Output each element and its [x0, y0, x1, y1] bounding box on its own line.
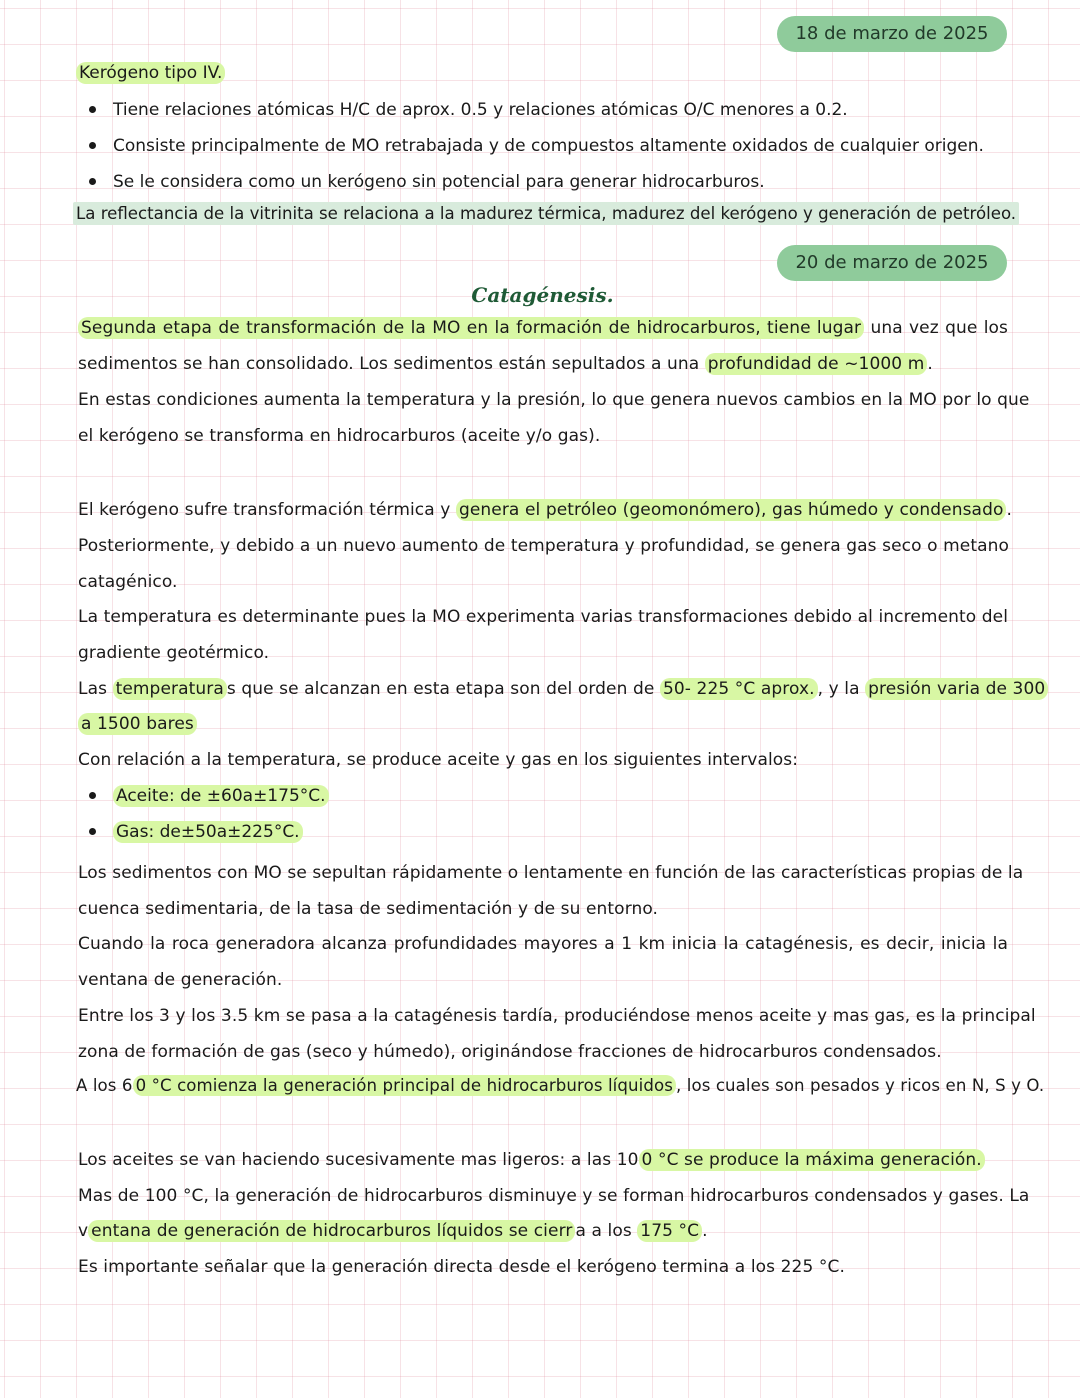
interval-item: [113, 820, 303, 844]
text-fragment: .: [702, 1221, 708, 1241]
interval-item: [113, 784, 329, 808]
highlight: 50- 225 °C aprox.: [660, 678, 818, 700]
highlight: 0 °C se produce la máxima generación.: [639, 1149, 985, 1171]
heading-highlight: Kerógeno tipo IV.: [76, 62, 225, 84]
highlight: Gas: de±50a±225°C.: [113, 821, 303, 843]
text-line: [78, 677, 1046, 701]
text-fragment: Los aceites se van haciendo sucesivamente mas ligeros: a las 10: [78, 1150, 639, 1170]
text-line: Cuando la roca generadora alcanza profundidades mayores a 1 km inicia la catagénesis, es decir, inicia la: [78, 934, 1008, 954]
bullet-item: Tiene relaciones atómicas H/C de aprox. 0.5 y relaciones atómicas O/C menores a 0.2.: [113, 100, 848, 120]
text-line: Con relación a la temperatura, se produce aceite y gas en los siguientes intervalos:: [78, 750, 799, 770]
text-fragment: s que se alcanzan en esta etapa son del orden de: [226, 679, 660, 699]
text-line: [78, 316, 1008, 340]
text-fragment: , y la: [817, 679, 866, 699]
text-fragment: .: [927, 354, 933, 374]
highlight: presión varia de 300: [865, 678, 1048, 700]
highlight: profundidad de ~1000 m: [705, 353, 928, 375]
text-fragment: a a los: [575, 1221, 638, 1241]
text-fragment: A los 6: [76, 1076, 133, 1095]
text-line: cuenca sedimentaria, de la tasa de sedimentación y de su entorno.: [78, 899, 659, 919]
bullet-item: Consiste principalmente de MO retrabajada y de compuestos altamente oxidados de cualquier origen.: [113, 136, 984, 156]
text-line: Mas de 100 °C, la generación de hidrocarburos disminuye y se forman hidrocarburos condensados y gases. La: [78, 1186, 1030, 1206]
text-line: [78, 498, 1012, 522]
section-title: Catagénesis.: [471, 283, 614, 307]
text-line: ventana de generación.: [78, 970, 283, 990]
highlight: entana de generación de hidrocarburos líquidos se cierr: [88, 1220, 575, 1242]
text-fragment: , los cuales son pesados y ricos en N, S y O.: [675, 1076, 1045, 1095]
text-line: el kerógeno se transforma en hidrocarburos (aceite y/o gas).: [78, 426, 601, 446]
highlight: Segunda etapa de transformación de la MO en la formación de hidrocarburos, tiene lugar: [78, 317, 864, 339]
text-line: En estas condiciones aumenta la temperatura y la presión, lo que genera nuevos cambios en la MO por lo que: [78, 390, 1030, 410]
bullet-icon: [89, 106, 96, 113]
kerogen-type-heading: [76, 61, 225, 85]
text-line: [78, 1219, 1008, 1243]
text-line: [76, 1074, 1045, 1098]
note-highlight: La reflectancia de la vitrinita se relaciona a la madurez térmica, madurez del kerógeno y generación de petróleo.: [73, 202, 1019, 225]
bullet-icon: [89, 828, 96, 835]
text-line: [78, 352, 1008, 376]
highlight: temperatura: [113, 678, 227, 700]
text-line: catagénico.: [78, 572, 178, 592]
text-fragment: sedimentos se han consolidado. Los sedimentos están sepultados a una: [78, 354, 705, 374]
highlight: a 1500 bares: [78, 713, 197, 735]
text-line: Posteriormente, y debido a un nuevo aumento de temperatura y profundidad, se genera gas seco o metano: [78, 536, 1009, 556]
text-line: Es importante señalar que la generación directa desde el kerógeno termina a los 225 °C.: [78, 1257, 845, 1277]
text-line: La temperatura es determinante pues la MO experimenta varias transformaciones debido al incremento del: [78, 607, 1009, 627]
text-line: [78, 712, 1008, 736]
text-line: gradiente geotérmico.: [78, 643, 270, 663]
text-line: zona de formación de gas (seco y húmedo), originándose fracciones de hidrocarburos condensados.: [78, 1042, 942, 1062]
vitrinite-note: [73, 202, 1019, 226]
bullet-icon: [89, 142, 96, 149]
text-fragment: Las: [78, 679, 113, 699]
highlight: 175 °C: [637, 1220, 702, 1242]
bullet-item: Se le considera como un kerógeno sin potencial para generar hidrocarburos.: [113, 172, 765, 192]
text-fragment: una vez que los: [864, 318, 1008, 338]
bullet-icon: [89, 178, 96, 185]
text-fragment: El kerógeno sufre transformación térmica y: [78, 500, 456, 520]
bullet-icon: [89, 792, 96, 799]
text-line: [78, 1148, 1008, 1172]
highlight: 0 °C comienza la generación principal de hidrocarburos líquidos: [133, 1075, 676, 1096]
text-fragment: v: [78, 1221, 89, 1241]
text-fragment: .: [1006, 500, 1012, 520]
text-line: Los sedimentos con MO se sepultan rápidamente o lentamente en función de las características propias de la: [78, 863, 1024, 883]
text-line: Entre los 3 y los 3.5 km se pasa a la catagénesis tardía, produciéndose menos aceite y mas gas, es la principal: [78, 1006, 1036, 1026]
highlight: Aceite: de ±60a±175°C.: [113, 785, 329, 807]
highlight: genera el petróleo (geomonómero), gas húmedo y condensado: [456, 499, 1007, 521]
date-badge-2: 20 de marzo de 2025: [777, 245, 1007, 281]
date-badge-1: 18 de marzo de 2025: [777, 16, 1007, 52]
